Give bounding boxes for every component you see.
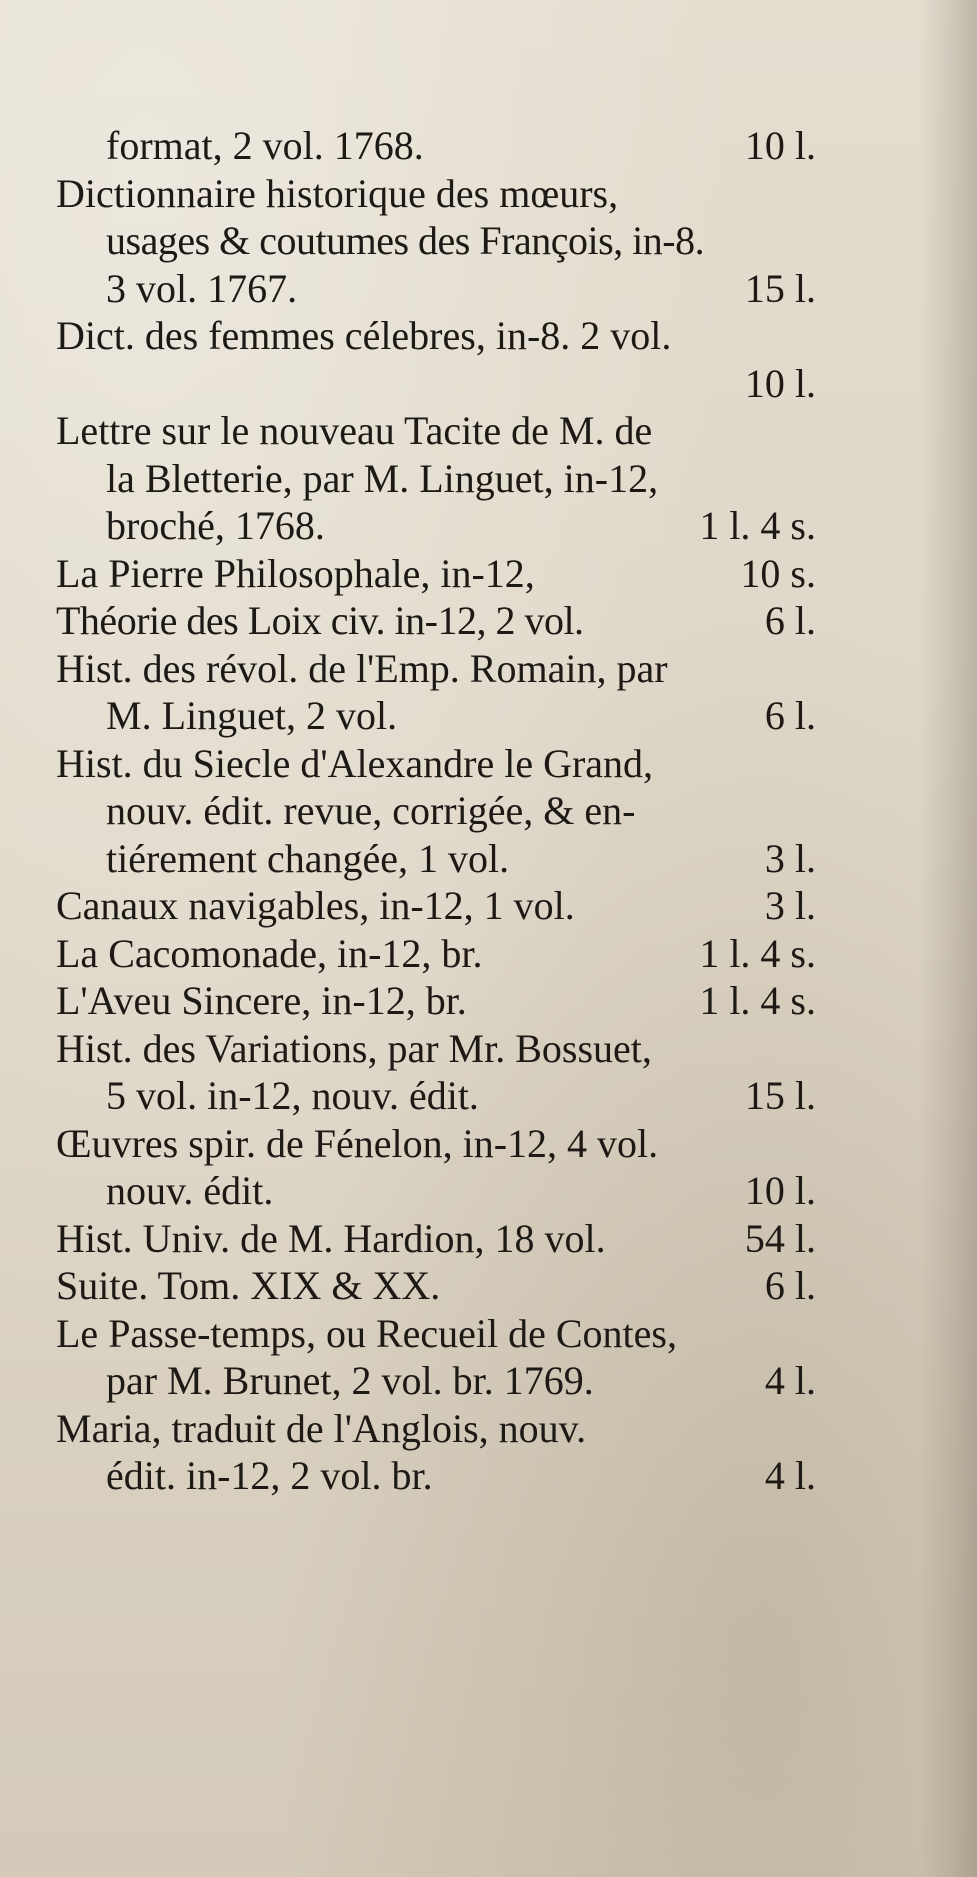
entry-text: Suite. Tom. XIX & XX. [56,1263,441,1308]
catalogue-line [56,502,816,550]
catalogue-line [56,597,816,645]
entry-text: usages & coutumes des François, in-8. [106,218,705,263]
entry-text: Canaux navigables, in-12, 1 vol. [56,883,575,928]
entry-price: 4 l. [764,1453,816,1498]
catalogue-line [56,1215,816,1263]
catalogue-line [56,740,816,788]
catalogue-line [56,360,816,408]
catalogue-line [56,1262,816,1310]
catalogue-line [56,455,816,503]
entry-text: M. Linguet, 2 vol. [106,693,398,738]
entry-text: Lettre sur le nouveau Tacite de M. de [56,408,653,453]
entry-text: par M. Brunet, 2 vol. br. 1769. [106,1358,594,1403]
catalogue-line [56,930,816,978]
catalogue-line [56,787,816,835]
entry-price: 10 l. [744,360,816,406]
entry-text: Dict. des femmes célebres, in-8. 2 vol. [56,313,672,358]
entry-text: Œuvres spir. de Fénelon, in-12, 4 vol. [56,1120,659,1166]
catalogue-line [56,170,816,218]
entry-text: Hist. des révol. de l'Emp. Romain, par [56,645,668,691]
entry-text: Maria, traduit de l'Anglois, nouv. [56,1405,587,1451]
entry-text: nouv. édit. [106,1168,274,1213]
entry-text: nouv. édit. revue, corrigée, & en- [106,788,636,833]
catalogue-line [56,835,816,883]
entry-price: 10 l. [744,1168,816,1213]
entry-price: 1 l. 4 s. [699,503,816,548]
catalogue-line [56,1072,816,1120]
catalogue-line [56,550,816,598]
entry-text: édit. in-12, 2 vol. br. [106,1453,433,1498]
entry-text: L'Aveu Sincere, in-12, br. [56,978,467,1023]
catalogue-line [56,312,816,360]
entry-text: La Pierre Philosophale, in-12, [56,550,535,596]
entry-price: 10 l. [744,123,816,168]
entry-price: 54 l. [744,1215,816,1261]
catalogue-line [56,122,816,170]
entry-text: 3 vol. 1767. [106,265,298,311]
entry-text: Hist. des Variations, par Mr. Bossuet, [56,1025,652,1071]
entry-text: tiérement changée, 1 vol. [106,835,510,881]
catalogue-line [56,265,816,313]
catalogue-line [56,645,816,693]
entry-price: 1 l. 4 s. [699,930,816,976]
entry-text: la Bletterie, par M. Linguet, in-12, [106,455,659,501]
entry-text: 5 vol. in-12, nouv. édit. [106,1073,479,1118]
catalogue-line [56,692,816,740]
entry-price: 15 l. [744,1073,816,1118]
catalogue-line [56,1357,816,1405]
entry-price: 4 l. [764,1358,816,1403]
page-gutter-shadow [919,0,977,1877]
catalogue-line [56,1452,816,1500]
entry-price: 1 l. 4 s. [699,978,816,1023]
catalogue-list [56,122,816,1500]
catalogue-line [56,217,816,265]
entry-price: 3 l. [764,835,816,881]
entry-text: Hist. du Siecle d'Alexandre le Grand, [56,740,654,786]
catalogue-line [56,1025,816,1073]
catalogue-line [56,1120,816,1168]
entry-text: Théorie des Loix civ. in-12, 2 vol. [56,598,584,643]
catalogue-line [56,882,816,930]
catalogue-line [56,1405,816,1453]
entry-price: 6 l. [764,598,816,643]
entry-price: 6 l. [764,1263,816,1308]
entry-price: 15 l. [744,265,816,311]
catalogue-line [56,977,816,1025]
catalogue-line [56,1167,816,1215]
entry-text: Hist. Univ. de M. Hardion, 18 vol. [56,1215,606,1261]
catalogue-line [56,407,816,455]
entry-text: Le Passe-temps, ou Recueil de Contes, [56,1310,677,1356]
entry-price: 10 s. [740,550,816,596]
entry-text: La Cacomonade, in-12, br. [56,930,483,976]
entry-price: 6 l. [764,693,816,738]
entry-price: 3 l. [764,883,816,928]
entry-text: broché, 1768. [106,503,325,548]
entry-text: format, 2 vol. 1768. [106,123,424,168]
catalogue-line [56,1310,816,1358]
entry-text: Dictionnaire historique des mœurs, [56,170,619,216]
